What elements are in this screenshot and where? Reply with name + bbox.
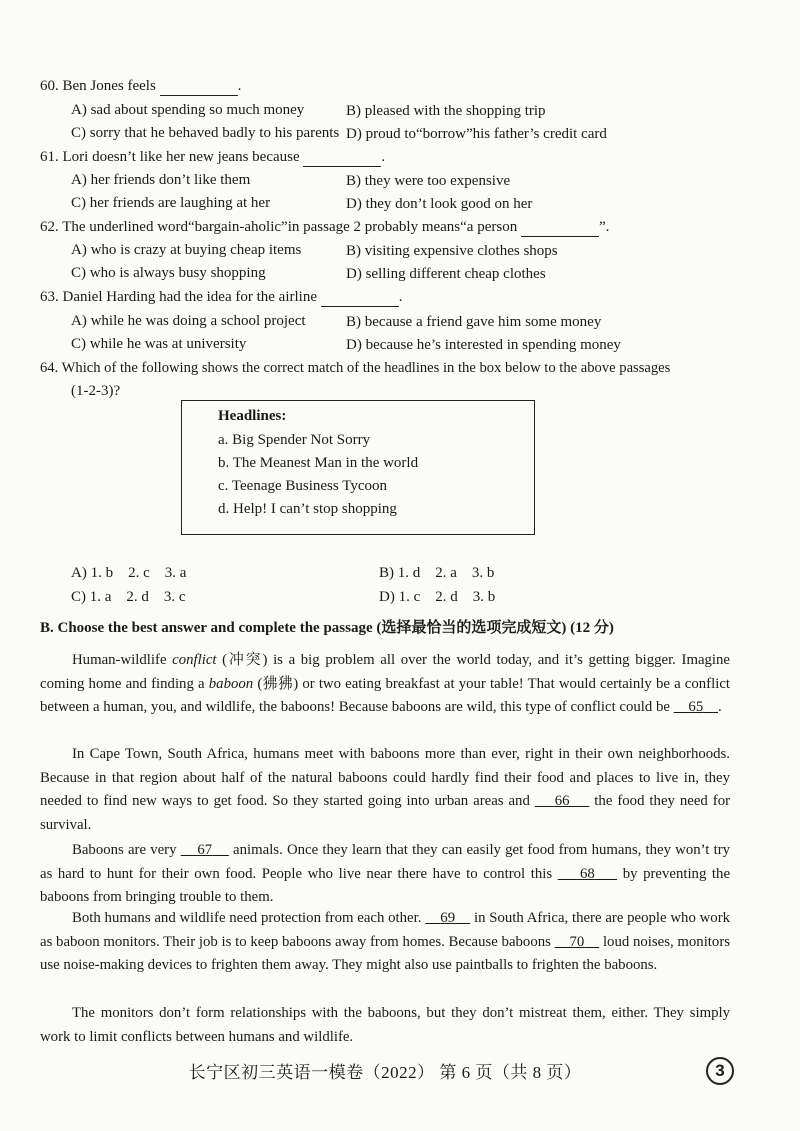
blank-69: 69 (440, 910, 456, 926)
option-62-b: B) visiting expensive clothes shops (346, 243, 558, 259)
option-61-c: C) her friends are laughing at her (71, 195, 271, 211)
question-64-stem: 64. Which of the following shows the correct match of the headlines in the box below to the above passages (40, 360, 671, 376)
option-61-d: D) they don’t look good on her (346, 196, 533, 212)
option-64-c: C) 1. a 2. d 3. c (71, 589, 186, 605)
option-62-a: A) who is crazy at buying cheap items (71, 242, 302, 258)
headline-item: d. Help! I can’t stop shopping (218, 501, 397, 517)
blank-65: 65 (688, 699, 704, 715)
passage-paragraph-1: Human-wildlife conflict (冲突) is a big problem all over the world today, and it’s getting bigger. Imagine coming home and finding a baboon (狒狒) or two eating breakfast at your table! That would certainly be a conflict between a human, you, and wildlife, the baboons! Because baboons are wild, this type of conflict could be 65 . (40, 652, 731, 715)
option-60-b: B) pleased with the shopping trip (346, 103, 546, 119)
headline-item: b. The Meanest Man in the world (218, 455, 419, 471)
passage-paragraph-4: Both humans and wildlife need protection from each other. 69 in South Africa, there are people who work as baboon monitors. Their job is to keep baboons away from homes. Because baboons 70 loud noises, monitors use noise-making devices to frighten them away. They might also use paintballs to frighten the baboons. (40, 910, 731, 973)
option-63-a: A) while he was doing a school project (71, 313, 306, 329)
passage-paragraph-3: Baboons are very 67 animals. Once they learn that they can easily get food from humans, they won’t try as hard to hunt for their own food. People who live near there have to control this 68 by preventing the baboons from bringing trouble to them. (40, 842, 731, 905)
passage-paragraph-5: The monitors don’t form relationships with the baboons, but they don’t mistreat them, either. They simply work to limit conflicts between humans and wildlife. (40, 1005, 730, 1045)
headline-item: c. Teenage Business Tycoon (218, 478, 387, 494)
question-63-stem: 63. Daniel Harding had the idea for the airline . (40, 289, 403, 305)
answer-blank (160, 77, 238, 96)
blank-70: 70 (569, 933, 585, 950)
headline-item: a. Big Spender Not Sorry (218, 432, 371, 448)
question-60-stem: 60. Ben Jones feels . (40, 78, 242, 94)
question-61-stem: 61. Lori doesn’t like her new jeans because . (40, 149, 386, 165)
page-footer: 长宁区初三英语一模卷（2022） 第 6 页（共 8 页） (188, 1063, 582, 1082)
passage-paragraph-2: In Cape Town, South Africa, humans meet with baboons more than ever, right in their own neighborhoods. Because in that region about half of the natural baboons could hardly find their food and places to live in, they needed to find new ways to get food. So they started going into urban areas and 66 the food they need for survival. (40, 746, 731, 833)
question-62-stem: 62. The underlined word“bargain-aholic”in passage 2 probably means“a person ”. (40, 219, 610, 235)
blank-67: 67 (197, 842, 213, 858)
option-61-a: A) her friends don’t like them (71, 172, 251, 188)
option-64-d: D) 1. c 2. d 3. b (379, 589, 496, 605)
option-62-d: D) selling different cheap clothes (346, 266, 546, 282)
option-60-a: A) sad about spending so much money (71, 102, 305, 118)
option-64-a: A) 1. b 2. c 3. a (71, 565, 187, 581)
option-64-b: B) 1. d 2. a 3. b (379, 565, 495, 581)
answer-blank (321, 288, 399, 307)
option-60-d: D) proud to“borrow”his father’s credit card (346, 126, 607, 142)
blank-66: 66 (554, 793, 570, 809)
option-63-c: C) while he was at university (71, 336, 247, 352)
answer-blank (521, 218, 599, 237)
headlines-box (181, 400, 535, 535)
blank-68: 68 (580, 865, 595, 882)
question-64-stem-cont: (1-2-3)? (71, 383, 121, 399)
option-63-d: D) because he’s interested in spending money (346, 337, 621, 353)
option-62-c: C) who is always busy shopping (71, 265, 266, 281)
option-61-b: B) they were too expensive (346, 173, 511, 189)
option-60-c: C) sorry that he behaved badly to his parents (71, 125, 340, 141)
section-b-title: B. Choose the best answer and complete the passage (选择最恰当的选项完成短文) (12 分) (40, 620, 614, 636)
option-63-b: B) because a friend gave him some money (346, 314, 602, 330)
paper-number-badge: 3 (706, 1057, 734, 1085)
answer-blank (303, 148, 381, 167)
headlines-title: Headlines: (218, 408, 287, 424)
